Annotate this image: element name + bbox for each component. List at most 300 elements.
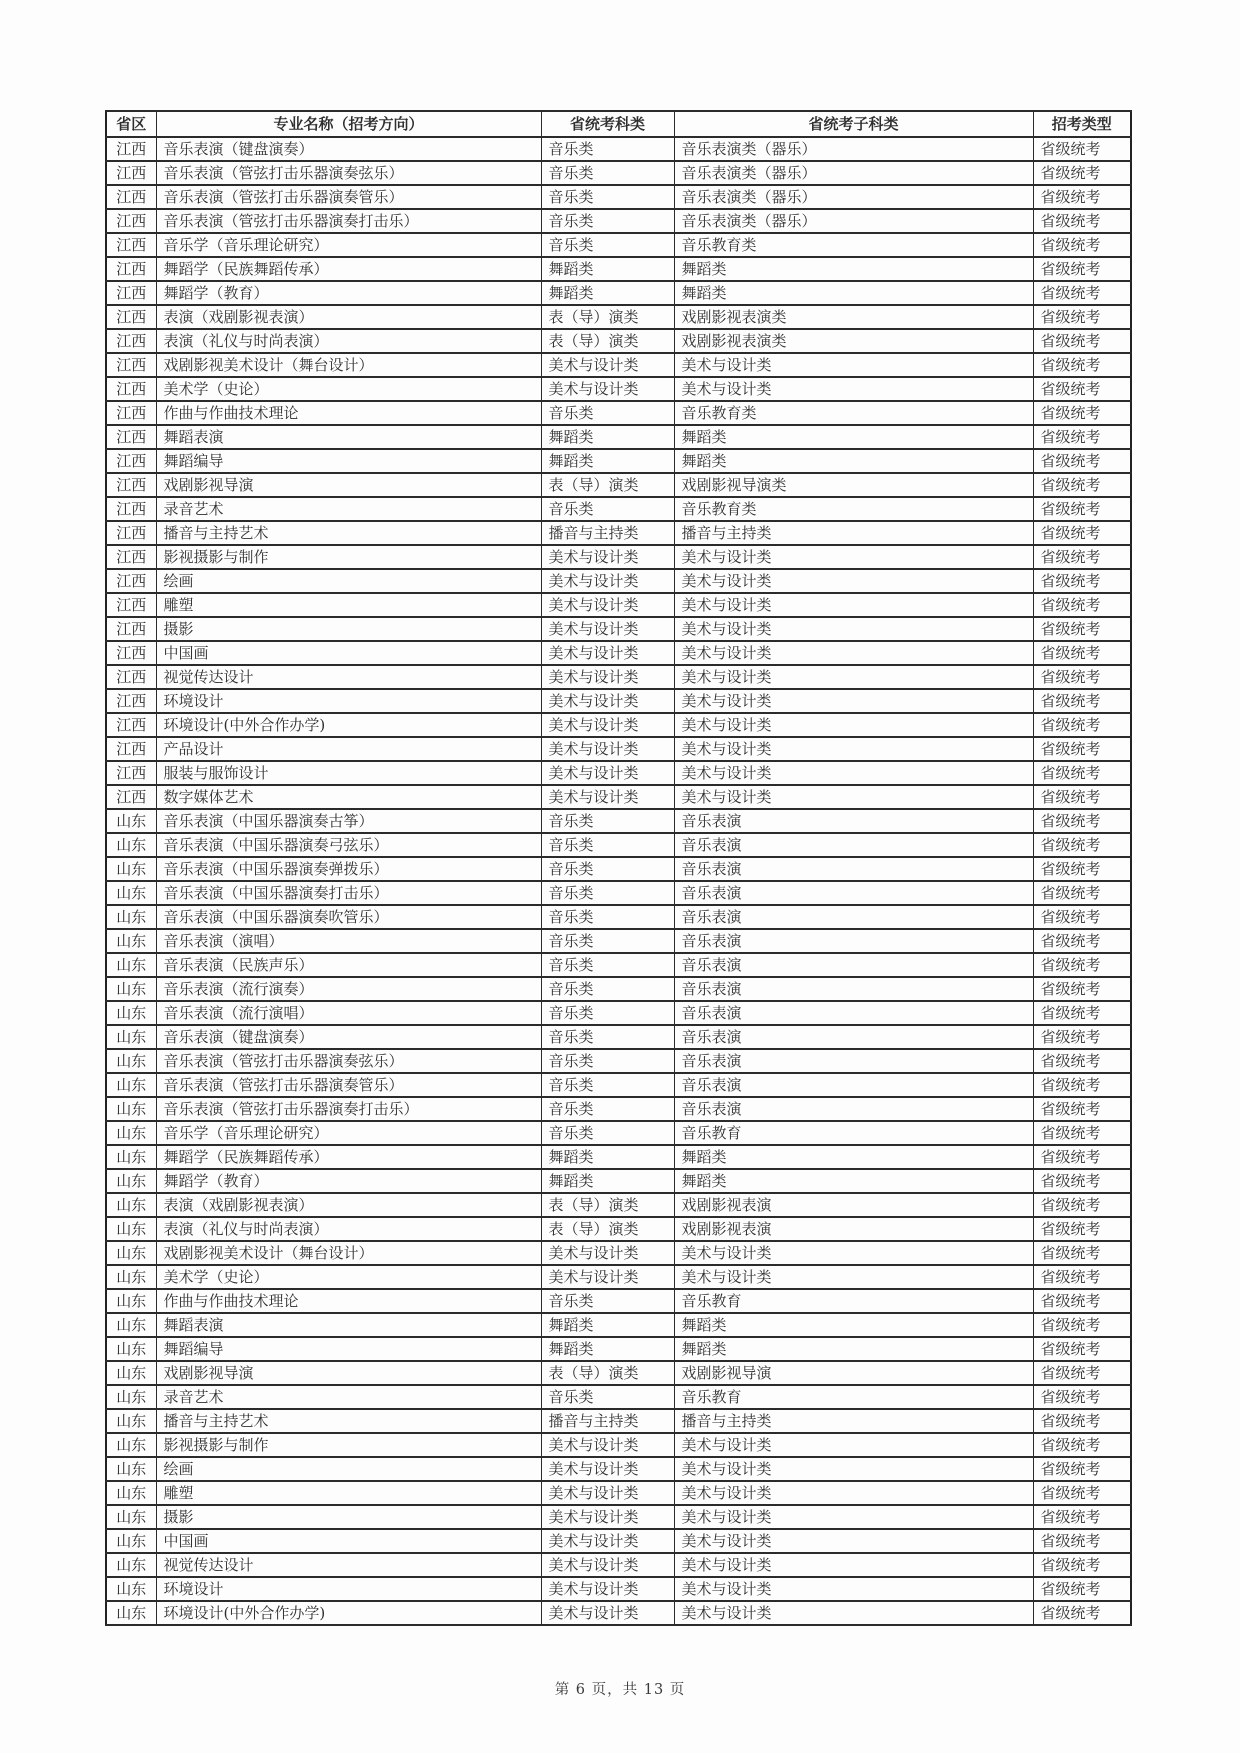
major-cell: 环境设计 — [156, 689, 541, 713]
recruit-type-cell: 省级统考 — [1033, 617, 1131, 641]
exam-subcategory-cell: 美术与设计类 — [674, 1577, 1033, 1601]
exam-category-cell: 美术与设计类 — [541, 1265, 674, 1289]
exam-subcategory-cell: 音乐表演类（器乐） — [674, 137, 1033, 161]
table-row — [106, 209, 1131, 233]
exam-subcategory-cell: 音乐表演 — [674, 1049, 1033, 1073]
table-row — [106, 809, 1131, 833]
recruit-type-cell: 省级统考 — [1033, 233, 1131, 257]
table-row — [106, 1337, 1131, 1361]
exam-subcategory-cell: 音乐表演类（器乐） — [674, 185, 1033, 209]
table-row — [106, 161, 1131, 185]
recruit-type-cell: 省级统考 — [1033, 953, 1131, 977]
major-cell: 环境设计(中外合作办学) — [156, 1601, 541, 1625]
table-row — [106, 1409, 1131, 1433]
province-cell: 山东 — [106, 1361, 156, 1385]
major-cell: 中国画 — [156, 1529, 541, 1553]
province-cell: 江西 — [106, 473, 156, 497]
province-cell: 山东 — [106, 1289, 156, 1313]
major-cell: 影视摄影与制作 — [156, 545, 541, 569]
province-cell: 山东 — [106, 1337, 156, 1361]
province-cell: 江西 — [106, 401, 156, 425]
table-row — [106, 1601, 1131, 1625]
major-cell: 舞蹈学（教育） — [156, 281, 541, 305]
major-cell: 中国画 — [156, 641, 541, 665]
province-cell: 山东 — [106, 1193, 156, 1217]
recruit-type-cell: 省级统考 — [1033, 1265, 1131, 1289]
exam-category-cell: 音乐类 — [541, 137, 674, 161]
province-cell: 江西 — [106, 641, 156, 665]
exam-category-cell: 舞蹈类 — [541, 1313, 674, 1337]
recruit-type-cell: 省级统考 — [1033, 905, 1131, 929]
table-row — [106, 1193, 1131, 1217]
table-row — [106, 401, 1131, 425]
exam-subcategory-cell: 音乐表演 — [674, 1025, 1033, 1049]
major-cell: 绘画 — [156, 1457, 541, 1481]
exam-subcategory-cell: 美术与设计类 — [674, 1481, 1033, 1505]
province-cell: 江西 — [106, 689, 156, 713]
province-cell: 山东 — [106, 1169, 156, 1193]
province-cell: 山东 — [106, 1529, 156, 1553]
table-row — [106, 257, 1131, 281]
province-cell: 江西 — [106, 713, 156, 737]
province-cell: 山东 — [106, 1217, 156, 1241]
exam-subcategory-cell: 音乐表演类（器乐） — [674, 161, 1033, 185]
exam-category-cell: 表（导）演类 — [541, 329, 674, 353]
exam-category-cell: 表（导）演类 — [541, 305, 674, 329]
table-row — [106, 425, 1131, 449]
exam-subcategory-cell: 音乐教育 — [674, 1385, 1033, 1409]
province-cell: 江西 — [106, 521, 156, 545]
table-row — [106, 353, 1131, 377]
exam-category-cell: 音乐类 — [541, 1385, 674, 1409]
recruit-type-cell: 省级统考 — [1033, 1121, 1131, 1145]
exam-category-cell: 美术与设计类 — [541, 1553, 674, 1577]
province-cell: 江西 — [106, 569, 156, 593]
exam-category-cell: 音乐类 — [541, 497, 674, 521]
major-cell: 音乐表演（管弦打击乐器演奏管乐） — [156, 1073, 541, 1097]
major-cell: 音乐表演（管弦打击乐器演奏管乐） — [156, 185, 541, 209]
province-cell: 山东 — [106, 1409, 156, 1433]
exam-subcategory-cell: 音乐表演 — [674, 905, 1033, 929]
exam-subcategory-cell: 舞蹈类 — [674, 449, 1033, 473]
province-cell: 山东 — [106, 1073, 156, 1097]
province-cell: 山东 — [106, 1457, 156, 1481]
exam-subcategory-cell: 音乐表演 — [674, 953, 1033, 977]
major-cell: 录音艺术 — [156, 1385, 541, 1409]
exam-subcategory-cell: 音乐表演 — [674, 977, 1033, 1001]
table-row — [106, 1313, 1131, 1337]
table-row — [106, 689, 1131, 713]
recruit-type-cell: 省级统考 — [1033, 833, 1131, 857]
exam-category-cell: 美术与设计类 — [541, 713, 674, 737]
col-header-exam-subcategory: 省统考子科类 — [674, 111, 1033, 137]
exam-subcategory-cell: 音乐表演 — [674, 809, 1033, 833]
exam-category-cell: 音乐类 — [541, 1073, 674, 1097]
province-cell: 山东 — [106, 833, 156, 857]
major-cell: 表演（戏剧影视表演） — [156, 1193, 541, 1217]
exam-subcategory-cell: 美术与设计类 — [674, 353, 1033, 377]
exam-category-cell: 美术与设计类 — [541, 761, 674, 785]
table-row — [106, 833, 1131, 857]
province-cell: 江西 — [106, 233, 156, 257]
major-cell: 表演（礼仪与时尚表演） — [156, 1217, 541, 1241]
major-cell: 播音与主持艺术 — [156, 521, 541, 545]
exam-category-cell: 音乐类 — [541, 1121, 674, 1145]
table-body — [106, 137, 1131, 1625]
recruit-type-cell: 省级统考 — [1033, 857, 1131, 881]
major-cell: 戏剧影视导演 — [156, 1361, 541, 1385]
exam-category-cell: 美术与设计类 — [541, 1481, 674, 1505]
major-cell: 音乐表演（民族声乐） — [156, 953, 541, 977]
major-cell: 视觉传达设计 — [156, 1553, 541, 1577]
recruit-type-cell: 省级统考 — [1033, 377, 1131, 401]
province-cell: 山东 — [106, 1121, 156, 1145]
recruit-type-cell: 省级统考 — [1033, 593, 1131, 617]
province-cell: 江西 — [106, 353, 156, 377]
recruit-type-cell: 省级统考 — [1033, 1289, 1131, 1313]
table-row — [106, 1361, 1131, 1385]
table-row — [106, 1025, 1131, 1049]
recruit-type-cell: 省级统考 — [1033, 1553, 1131, 1577]
province-cell: 山东 — [106, 1601, 156, 1625]
recruit-type-cell: 省级统考 — [1033, 473, 1131, 497]
table-row — [106, 545, 1131, 569]
recruit-type-cell: 省级统考 — [1033, 1001, 1131, 1025]
major-cell: 作曲与作曲技术理论 — [156, 401, 541, 425]
province-cell: 江西 — [106, 377, 156, 401]
exam-subcategory-cell: 美术与设计类 — [674, 689, 1033, 713]
major-cell: 雕塑 — [156, 1481, 541, 1505]
exam-category-cell: 舞蹈类 — [541, 1145, 674, 1169]
exam-category-cell: 美术与设计类 — [541, 689, 674, 713]
table-header-row — [106, 111, 1131, 137]
province-cell: 山东 — [106, 1049, 156, 1073]
exam-category-cell: 美术与设计类 — [541, 377, 674, 401]
exam-subcategory-cell: 音乐表演 — [674, 929, 1033, 953]
table-row — [106, 1265, 1131, 1289]
province-cell: 江西 — [106, 497, 156, 521]
major-cell: 播音与主持艺术 — [156, 1409, 541, 1433]
major-cell: 绘画 — [156, 569, 541, 593]
recruit-type-cell: 省级统考 — [1033, 281, 1131, 305]
major-cell: 雕塑 — [156, 593, 541, 617]
major-cell: 舞蹈学（教育） — [156, 1169, 541, 1193]
province-cell: 江西 — [106, 545, 156, 569]
exam-subcategory-cell: 播音与主持类 — [674, 1409, 1033, 1433]
recruit-type-cell: 省级统考 — [1033, 1577, 1131, 1601]
recruit-type-cell: 省级统考 — [1033, 713, 1131, 737]
recruit-type-cell: 省级统考 — [1033, 1169, 1131, 1193]
recruit-type-cell: 省级统考 — [1033, 809, 1131, 833]
exam-category-cell: 美术与设计类 — [541, 665, 674, 689]
table-row — [106, 1121, 1131, 1145]
major-cell: 舞蹈学（民族舞蹈传承） — [156, 257, 541, 281]
exam-category-cell: 表（导）演类 — [541, 473, 674, 497]
province-cell: 山东 — [106, 1385, 156, 1409]
recruit-type-cell: 省级统考 — [1033, 1097, 1131, 1121]
recruit-type-cell: 省级统考 — [1033, 1481, 1131, 1505]
major-cell: 录音艺术 — [156, 497, 541, 521]
recruit-type-cell: 省级统考 — [1033, 1145, 1131, 1169]
table-row — [106, 1049, 1131, 1073]
exam-subcategory-cell: 播音与主持类 — [674, 521, 1033, 545]
major-cell: 摄影 — [156, 617, 541, 641]
exam-category-cell: 美术与设计类 — [541, 1241, 674, 1265]
province-cell: 江西 — [106, 665, 156, 689]
major-cell: 视觉传达设计 — [156, 665, 541, 689]
recruit-type-cell: 省级统考 — [1033, 161, 1131, 185]
exam-category-cell: 美术与设计类 — [541, 593, 674, 617]
table-row — [106, 905, 1131, 929]
major-cell: 表演（戏剧影视表演） — [156, 305, 541, 329]
recruit-type-cell: 省级统考 — [1033, 1433, 1131, 1457]
recruit-type-cell: 省级统考 — [1033, 1505, 1131, 1529]
table-row — [106, 1577, 1131, 1601]
exam-subcategory-cell: 舞蹈类 — [674, 257, 1033, 281]
exam-category-cell: 美术与设计类 — [541, 353, 674, 377]
province-cell: 山东 — [106, 1145, 156, 1169]
table-row — [106, 1241, 1131, 1265]
exam-category-cell: 美术与设计类 — [541, 1457, 674, 1481]
exam-subcategory-cell: 音乐表演 — [674, 857, 1033, 881]
province-cell: 江西 — [106, 737, 156, 761]
province-cell: 江西 — [106, 185, 156, 209]
exam-subcategory-cell: 美术与设计类 — [674, 377, 1033, 401]
exam-subcategory-cell: 美术与设计类 — [674, 1265, 1033, 1289]
recruit-type-cell: 省级统考 — [1033, 641, 1131, 665]
recruit-type-cell: 省级统考 — [1033, 305, 1131, 329]
exam-subcategory-cell: 美术与设计类 — [674, 785, 1033, 809]
exam-category-cell: 表（导）演类 — [541, 1217, 674, 1241]
major-cell: 戏剧影视导演 — [156, 473, 541, 497]
exam-category-cell: 音乐类 — [541, 161, 674, 185]
exam-subcategory-cell: 音乐教育类 — [674, 401, 1033, 425]
recruit-type-cell: 省级统考 — [1033, 1361, 1131, 1385]
exam-category-cell: 音乐类 — [541, 953, 674, 977]
exam-subcategory-cell: 美术与设计类 — [674, 737, 1033, 761]
exam-category-cell: 音乐类 — [541, 977, 674, 1001]
page-number-footer: 第 6 页，共 13 页 — [554, 1682, 686, 1698]
province-cell: 江西 — [106, 449, 156, 473]
col-header-province: 省区 — [106, 111, 156, 137]
major-cell: 舞蹈学（民族舞蹈传承） — [156, 1145, 541, 1169]
exam-subcategory-cell: 舞蹈类 — [674, 1313, 1033, 1337]
table-row — [106, 449, 1131, 473]
exam-subcategory-cell: 舞蹈类 — [674, 1145, 1033, 1169]
province-cell: 山东 — [106, 953, 156, 977]
exam-category-cell: 音乐类 — [541, 905, 674, 929]
exam-category-cell: 舞蹈类 — [541, 281, 674, 305]
exam-subcategory-cell: 戏剧影视表演 — [674, 1217, 1033, 1241]
table-row — [106, 329, 1131, 353]
table-row — [106, 713, 1131, 737]
recruit-type-cell: 省级统考 — [1033, 185, 1131, 209]
major-cell: 音乐表演（中国乐器演奏古筝） — [156, 809, 541, 833]
exam-subcategory-cell: 音乐表演 — [674, 1097, 1033, 1121]
province-cell: 山东 — [106, 1241, 156, 1265]
exam-subcategory-cell: 戏剧影视表演类 — [674, 329, 1033, 353]
exam-subcategory-cell: 美术与设计类 — [674, 545, 1033, 569]
major-cell: 舞蹈编导 — [156, 1337, 541, 1361]
exam-category-cell: 音乐类 — [541, 1289, 674, 1313]
recruit-type-cell: 省级统考 — [1033, 449, 1131, 473]
exam-subcategory-cell: 美术与设计类 — [674, 1601, 1033, 1625]
recruit-type-cell: 省级统考 — [1033, 737, 1131, 761]
exam-subcategory-cell: 戏剧影视表演类 — [674, 305, 1033, 329]
exam-subcategory-cell: 戏剧影视表演 — [674, 1193, 1033, 1217]
recruit-type-cell: 省级统考 — [1033, 521, 1131, 545]
table-row — [106, 737, 1131, 761]
province-cell: 山东 — [106, 857, 156, 881]
province-cell: 山东 — [106, 1505, 156, 1529]
exam-category-cell: 美术与设计类 — [541, 1433, 674, 1457]
province-cell: 山东 — [106, 977, 156, 1001]
exam-subcategory-cell: 舞蹈类 — [674, 281, 1033, 305]
recruit-type-cell: 省级统考 — [1033, 785, 1131, 809]
table-row — [106, 665, 1131, 689]
major-cell: 舞蹈编导 — [156, 449, 541, 473]
recruit-type-cell: 省级统考 — [1033, 689, 1131, 713]
major-cell: 音乐表演（中国乐器演奏弹拨乐） — [156, 857, 541, 881]
exam-subcategory-cell: 音乐教育 — [674, 1289, 1033, 1313]
province-cell: 江西 — [106, 257, 156, 281]
recruit-type-cell: 省级统考 — [1033, 977, 1131, 1001]
table-row — [106, 1433, 1131, 1457]
province-cell: 山东 — [106, 1313, 156, 1337]
province-cell: 山东 — [106, 1433, 156, 1457]
table-row — [106, 1457, 1131, 1481]
recruit-type-cell: 省级统考 — [1033, 1457, 1131, 1481]
table-row — [106, 497, 1131, 521]
recruit-type-cell: 省级统考 — [1033, 425, 1131, 449]
table-row — [106, 1145, 1131, 1169]
exam-category-cell: 播音与主持类 — [541, 1409, 674, 1433]
exam-category-cell: 舞蹈类 — [541, 1169, 674, 1193]
table-row — [106, 1385, 1131, 1409]
province-cell: 山东 — [106, 1001, 156, 1025]
province-cell: 江西 — [106, 329, 156, 353]
major-cell: 音乐表演（流行演奏） — [156, 977, 541, 1001]
province-cell: 山东 — [106, 1481, 156, 1505]
province-cell: 江西 — [106, 593, 156, 617]
major-cell: 音乐表演（管弦打击乐器演奏弦乐） — [156, 161, 541, 185]
recruit-type-cell: 省级统考 — [1033, 1073, 1131, 1097]
major-cell: 美术学（史论） — [156, 1265, 541, 1289]
table-row — [106, 185, 1131, 209]
exam-category-cell: 美术与设计类 — [541, 737, 674, 761]
exam-category-cell: 舞蹈类 — [541, 257, 674, 281]
province-cell: 江西 — [106, 305, 156, 329]
exam-subcategory-cell: 音乐教育类 — [674, 497, 1033, 521]
province-cell: 江西 — [106, 617, 156, 641]
table-row — [106, 473, 1131, 497]
major-cell: 音乐表演（中国乐器演奏打击乐） — [156, 881, 541, 905]
table-row — [106, 1529, 1131, 1553]
col-header-exam-category: 省统考科类 — [541, 111, 674, 137]
recruit-type-cell: 省级统考 — [1033, 569, 1131, 593]
exam-category-cell: 舞蹈类 — [541, 449, 674, 473]
province-cell: 山东 — [106, 1097, 156, 1121]
table-row — [106, 929, 1131, 953]
exam-category-cell: 美术与设计类 — [541, 1529, 674, 1553]
exam-subcategory-cell: 音乐教育 — [674, 1121, 1033, 1145]
major-cell: 音乐表演（中国乐器演奏弓弦乐） — [156, 833, 541, 857]
recruit-type-cell: 省级统考 — [1033, 665, 1131, 689]
exam-subcategory-cell: 音乐表演 — [674, 1001, 1033, 1025]
table-row — [106, 1169, 1131, 1193]
exam-category-cell: 音乐类 — [541, 857, 674, 881]
exam-subcategory-cell: 音乐表演 — [674, 881, 1033, 905]
recruit-type-cell: 省级统考 — [1033, 1313, 1131, 1337]
recruit-type-cell: 省级统考 — [1033, 137, 1131, 161]
province-cell: 山东 — [106, 1577, 156, 1601]
recruit-type-cell: 省级统考 — [1033, 329, 1131, 353]
exam-categories-table — [105, 110, 1132, 1626]
recruit-type-cell: 省级统考 — [1033, 257, 1131, 281]
exam-category-cell: 音乐类 — [541, 1025, 674, 1049]
exam-subcategory-cell: 美术与设计类 — [674, 1553, 1033, 1577]
exam-category-cell: 美术与设计类 — [541, 569, 674, 593]
major-cell: 环境设计(中外合作办学) — [156, 713, 541, 737]
exam-category-cell: 音乐类 — [541, 1001, 674, 1025]
exam-subcategory-cell: 音乐表演类（器乐） — [674, 209, 1033, 233]
table-row — [106, 233, 1131, 257]
major-cell: 音乐表演（键盘演奏） — [156, 137, 541, 161]
table-row — [106, 593, 1131, 617]
recruit-type-cell: 省级统考 — [1033, 881, 1131, 905]
exam-category-cell: 美术与设计类 — [541, 545, 674, 569]
major-cell: 音乐表演（中国乐器演奏吹管乐） — [156, 905, 541, 929]
exam-category-cell: 音乐类 — [541, 1097, 674, 1121]
exam-category-cell: 美术与设计类 — [541, 785, 674, 809]
recruit-type-cell: 省级统考 — [1033, 545, 1131, 569]
major-cell: 音乐表演（管弦打击乐器演奏打击乐） — [156, 1097, 541, 1121]
table-row — [106, 977, 1131, 1001]
major-cell: 摄影 — [156, 1505, 541, 1529]
exam-subcategory-cell: 美术与设计类 — [674, 665, 1033, 689]
exam-category-cell: 音乐类 — [541, 1049, 674, 1073]
major-cell: 音乐学（音乐理论研究） — [156, 233, 541, 257]
province-cell: 江西 — [106, 425, 156, 449]
exam-category-cell: 舞蹈类 — [541, 1337, 674, 1361]
table-row — [106, 1553, 1131, 1577]
table-row — [106, 1097, 1131, 1121]
province-cell: 江西 — [106, 785, 156, 809]
table-row — [106, 305, 1131, 329]
table-row — [106, 1001, 1131, 1025]
table-row — [106, 881, 1131, 905]
exam-subcategory-cell: 舞蹈类 — [674, 425, 1033, 449]
major-cell: 美术学（史论） — [156, 377, 541, 401]
exam-category-cell: 音乐类 — [541, 185, 674, 209]
province-cell: 江西 — [106, 137, 156, 161]
exam-subcategory-cell: 戏剧影视导演类 — [674, 473, 1033, 497]
exam-subcategory-cell: 美术与设计类 — [674, 1529, 1033, 1553]
table-row — [106, 953, 1131, 977]
table-row — [106, 785, 1131, 809]
exam-category-cell: 音乐类 — [541, 401, 674, 425]
table-row — [106, 761, 1131, 785]
table-row — [106, 377, 1131, 401]
exam-category-cell: 表（导）演类 — [541, 1193, 674, 1217]
recruit-type-cell: 省级统考 — [1033, 929, 1131, 953]
major-cell: 数字媒体艺术 — [156, 785, 541, 809]
col-header-major: 专业名称（招考方向） — [156, 111, 541, 137]
major-cell: 戏剧影视美术设计（舞台设计） — [156, 1241, 541, 1265]
exam-category-cell: 音乐类 — [541, 929, 674, 953]
recruit-type-cell: 省级统考 — [1033, 1241, 1131, 1265]
exam-subcategory-cell: 美术与设计类 — [674, 713, 1033, 737]
